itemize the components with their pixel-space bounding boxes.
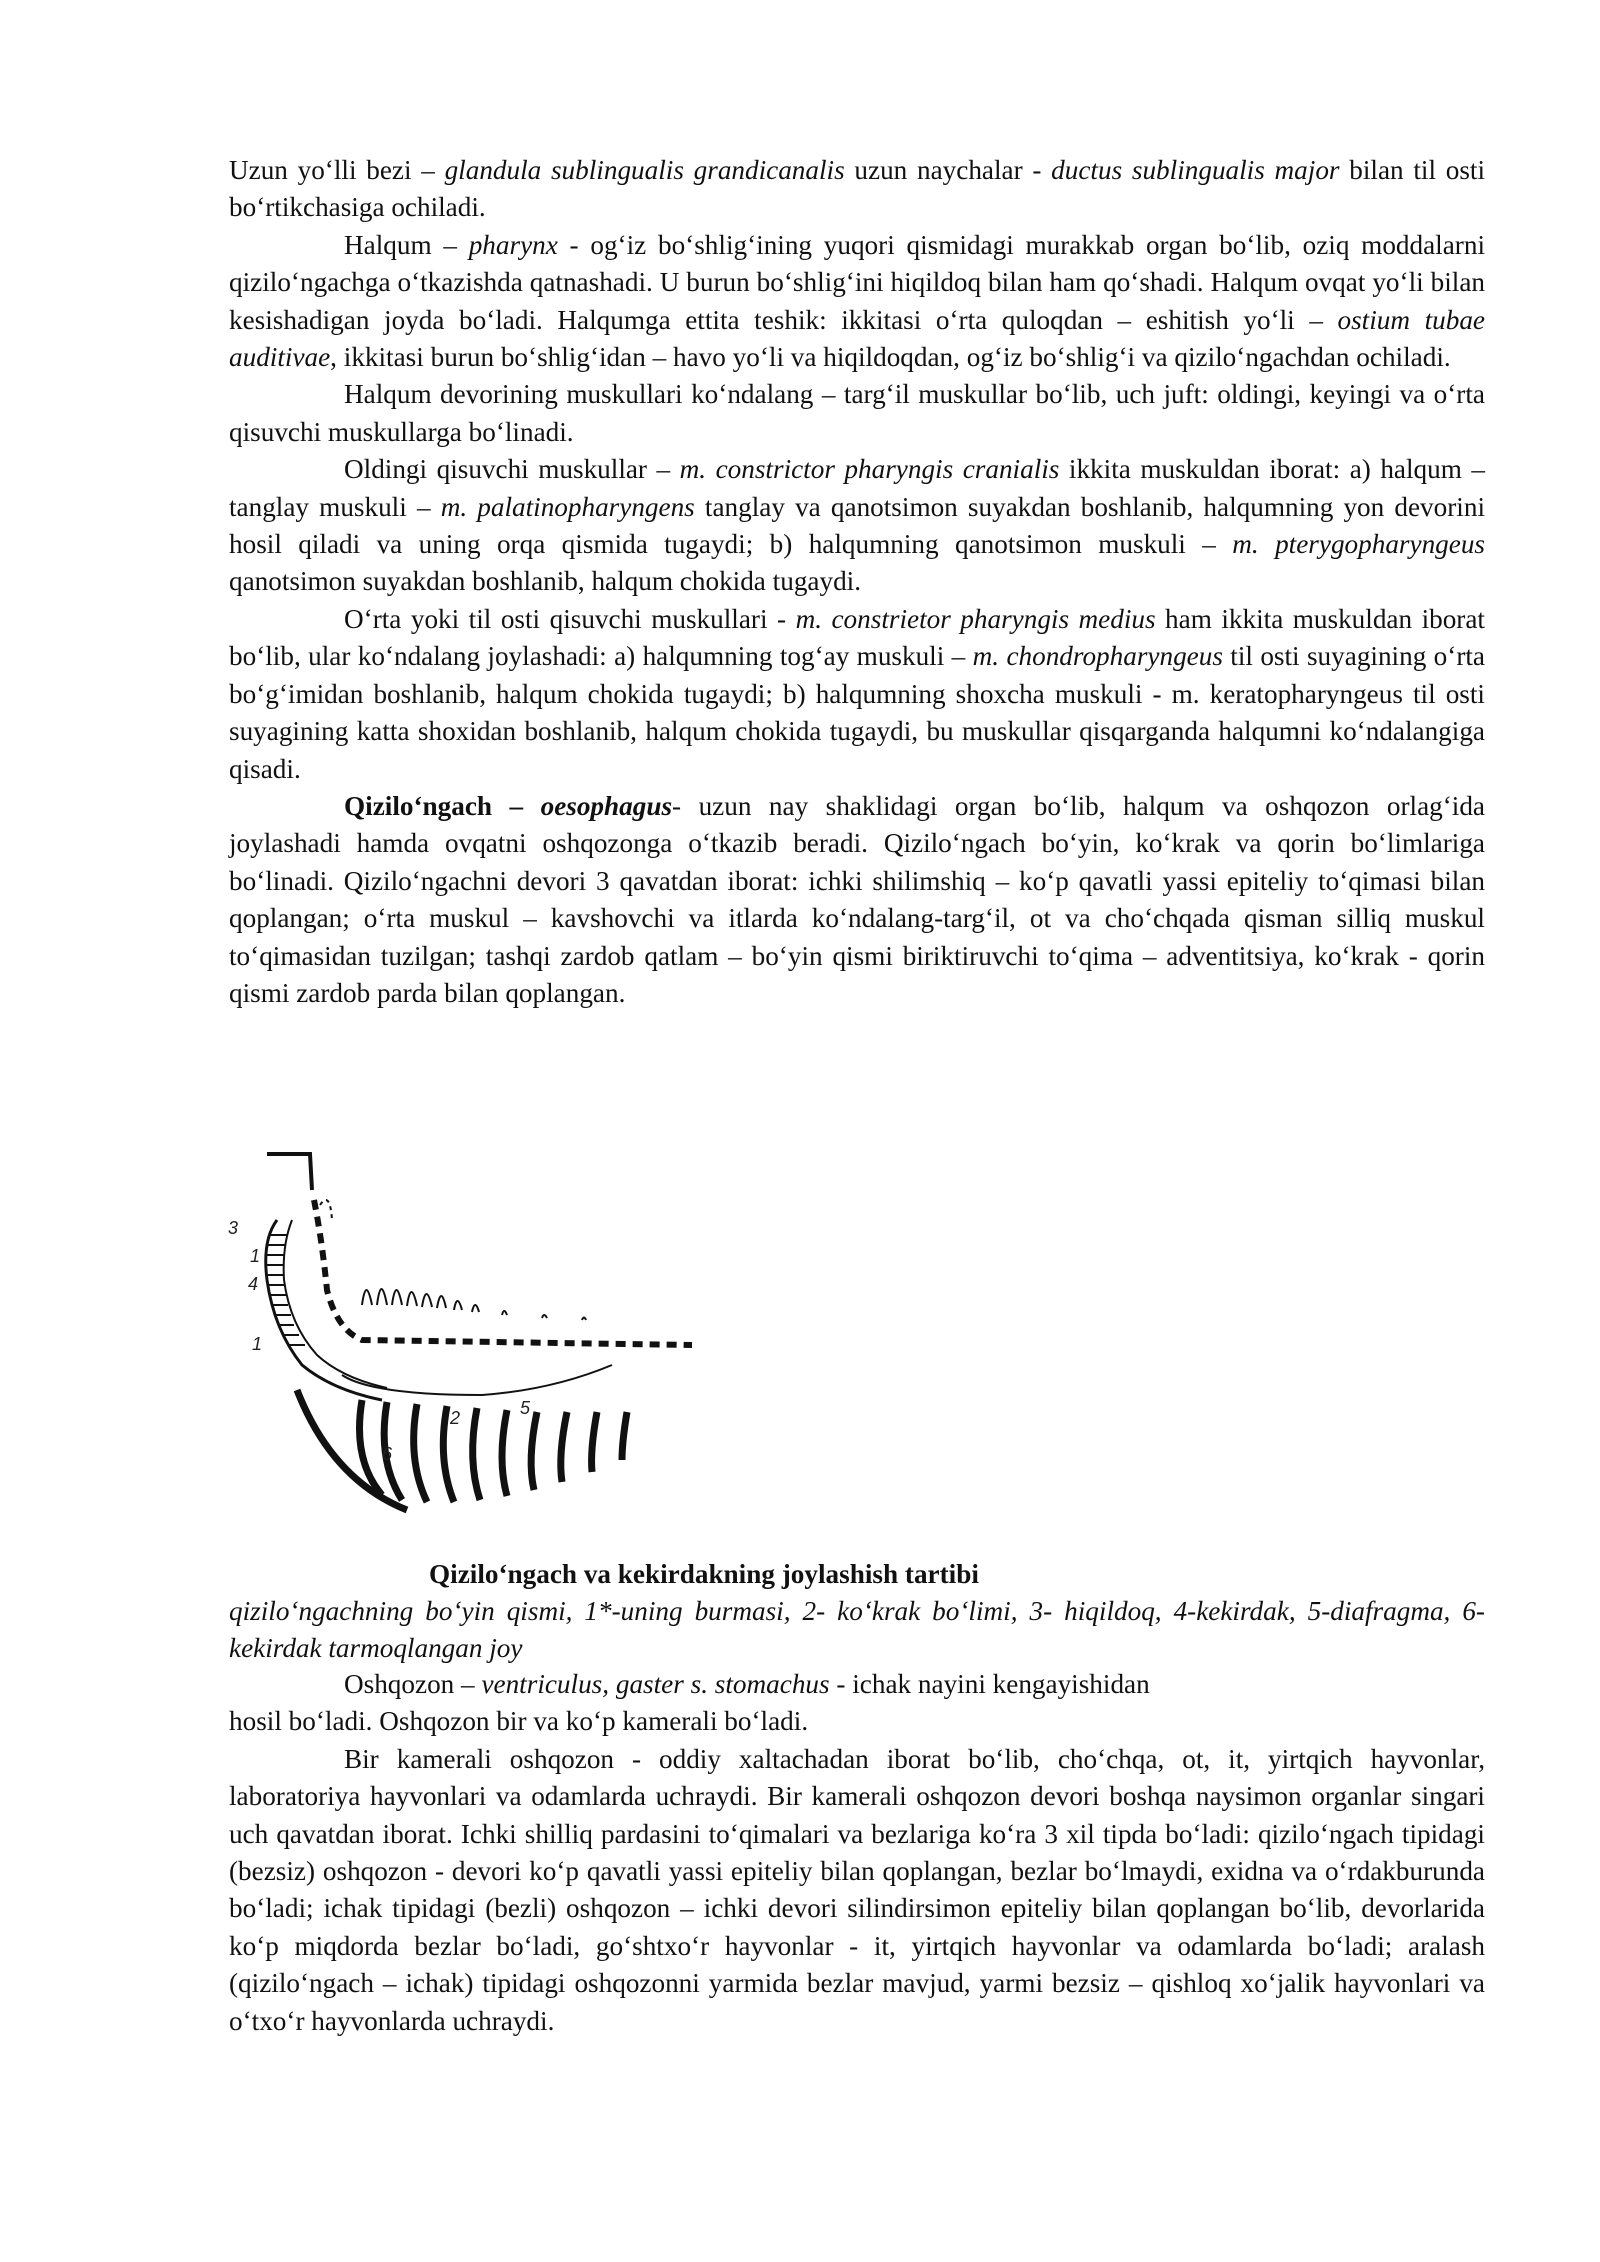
text-run: - og‘iz bo‘shlig‘ining yuqori qismidagi murakkab organ bo‘lib, oziq moddalarni qizilo‘ngachga o‘tkazishda qatnashadi. U burun bo‘shlig‘ini hiqildoq bilan ham qo‘shadi. Halqum ovqat yo‘li bilan kesishadigan joyda bo‘ladi. Halqumga ettita teshik: ikkitasi o‘rta quloqdan – eshitish yo‘li – xyxy=(229,229,1486,335)
latin-term: m. constrietor pharyngis medius xyxy=(795,603,1156,634)
diaphragm-line xyxy=(342,1365,612,1395)
text-run: - uzun nay shaklidagi organ bo‘lib, halqum va oshqozon orlag‘ida joylashadi hamda ovqatni oshqozonga o‘tkazib beradi. Qizilo‘ngach bo‘yin, ko‘krak va qorin bo‘limlariga bo‘linadi. Qizilo‘ngachni devori 3 qavatdan iborat: ichki shilimshiq – ko‘p qavatli yassi epiteliy to‘qimasi bilan qoplangan; o‘rta muskul – kavshovchi va itlarda ko‘ndalang-targ‘il, ot va cho‘chqada qisman silliq muskul to‘qimasidan tuzilgan; tashqi zardob qatlam – bo‘yin qismi biriktiruvchi to‘qima – adventitsiya, ko‘krak - qorin qismi zardob parda bilan qoplangan. xyxy=(229,790,1485,1008)
text-run: Oldingi qisuvchi muskullar – xyxy=(344,454,680,485)
figure-caption-title: Qizilo‘ngach va kekirdakning joylashish tartibi xyxy=(429,1559,979,1589)
neck-outline xyxy=(267,1154,312,1190)
paragraph-sublingual-gland xyxy=(229,152,1485,227)
text-run: til osti suyagining o‘rta bo‘g‘imidan boshlanib, halqum chokida tugaydi; b) halqumning shoxcha muskuli - m. keratopharyngeus til osti suyagining katta shoxidan boshlanib, halqum chokida tugaydi, bu muskullar qisqarganda halqumni ko‘ndalangiga qisadi. xyxy=(229,641,1485,784)
text-run: tanglay va qanotsimon suyakdan boshlanib, halqumning yon devorini hosil qiladi va uning orqa qismida tugaydi; b) halqumning qanotsimon muskuli – xyxy=(229,491,1485,560)
latin-term: m. constrictor pharyngis cranialis xyxy=(679,454,1060,485)
paragraph-pharynx-muscles xyxy=(229,376,1485,451)
latin-term: ventriculus, gaster s. stomachus xyxy=(481,1669,830,1699)
text-run: - ichak nayini kengayishidan xyxy=(829,1669,1150,1699)
text-run: Halqum devorining muskullari ko‘ndalang – targ‘il muskullar bo‘lib, uch juft: oldingi, keyingi va o‘rta qisuvchi muskullarga bo‘linadi. xyxy=(229,379,1485,447)
latin-term: m. palatinopharyngens xyxy=(440,491,695,522)
text-run: ikkita muskuldan iborat: a) halqum – tanglay muskuli – xyxy=(229,454,1485,522)
paragraph-stomach xyxy=(229,1666,1485,1703)
figure-label-2: 2 xyxy=(450,1408,461,1428)
ribs xyxy=(297,1390,627,1510)
paragraph-stomach-cont xyxy=(229,1703,1485,1740)
latin-term: glandula sublingualis grandicanalis xyxy=(444,155,845,185)
body-text-top xyxy=(229,152,1485,1012)
oesophagus-trachea-diagram xyxy=(222,1150,722,1530)
figure-label-3: 3 xyxy=(228,1218,239,1238)
paragraph-single-chamber-stomach xyxy=(229,1741,1485,2040)
figure-label-1: 1 xyxy=(250,1246,261,1266)
paragraph-oesophagus xyxy=(229,788,1485,1012)
text-run: Oshqozon – xyxy=(344,1669,482,1699)
term-heading: Qizilo‘ngach – xyxy=(344,790,541,821)
text-run: hosil bo‘ladi. Oshqozon bir va ko‘p kamerali bo‘ladi. xyxy=(229,1706,809,1737)
paragraph-pharynx xyxy=(229,227,1485,377)
latin-term: m. chondropharyngeus xyxy=(972,641,1223,672)
paragraph-middle-constrictor xyxy=(229,601,1485,788)
figure-label-1-fold: 1 xyxy=(252,1334,263,1354)
text-run: Halqum – xyxy=(344,229,469,260)
latin-term: m. pterygopharyngeus xyxy=(1232,529,1485,560)
paragraph-cranial-constrictor xyxy=(229,451,1485,601)
text-run: , ikkitasi burun bo‘shlig‘idan – havo yo‘li va hiqildoqdan, og‘iz bo‘shlig‘i va qizilo‘ngachdan ochiladi. xyxy=(330,342,1451,373)
figure-label-4: 4 xyxy=(248,1274,259,1294)
text-run: Bir kamerali oshqozon - oddiy xaltachadan iborat bo‘lib, cho‘chqa, ot, it, yirtqich hayvonlar, laboratoriya hayvonlari va odamlarda uchraydi. Bir kamerali oshqozon devori boshqa naysimon organlar singari uch qavatdan iborat. Ichki shilliq pardasini to‘qimalari va bezlariga ko‘ra 3 xil tipda bo‘ladi: qizilo‘ngach tipidagi (bezsiz) oshqozon - devori ko‘p qavatli yassi epiteliy bilan qoplangan, bezlar bo‘lmaydi, exidna va o‘rdakburunda bo‘ladi; ichak tipidagi (bezli) oshqozon – ichki devori silindirsimon epiteliy bilan qoplangan bo‘lib, devorlarida ko‘p miqdorda bezlar bo‘ladi, go‘shtxo‘r hayvonlar - it, yirtqich hayvonlar va odamlarda bo‘ladi; aralash (qizilo‘ngach – ichak) tipidagi oshqozonni yarmida bezlar mavjud, yarmi bezsiz – qishloq xo‘jalik hayvonlari va o‘txo‘r hayvonlarda uchraydi. xyxy=(229,1743,1485,2036)
figure-label-5: 5 xyxy=(520,1398,531,1418)
figure-caption-legend: qizilo‘ngachning bo‘yin qismi, 1*-uning burmasi, 2- ko‘krak bo‘limi, 3- hiqildoq, 4-kekirdak, 5-diafragma, 6-kekirdak tarmoqlangan joy xyxy=(229,1596,1485,1664)
larynx-outline xyxy=(320,1200,332,1220)
latin-term: pharynx xyxy=(468,229,558,260)
text-run: uzun naychalar - xyxy=(844,155,1052,185)
body-text-bottom xyxy=(229,1666,1485,2040)
latin-term: oesophagus xyxy=(540,790,673,821)
text-run: Uzun yo‘lli bezi – xyxy=(229,155,445,185)
text-run: ham ikkita muskuldan iborat bo‘lib, ular ko‘ndalang joylashadi: a) halqumning tog‘ay muskuli – xyxy=(229,603,1485,672)
trachea-outline xyxy=(266,1220,382,1400)
latin-term: ductus sublingualis major xyxy=(1051,155,1340,185)
latin-term: ostium tubae auditivae xyxy=(229,304,1485,373)
text-run: qanotsimon suyakdan boshlanib, halqum chokida tugaydi. xyxy=(229,566,862,597)
figure-label-6: 6 xyxy=(382,1444,393,1464)
oesophagus-dashed-line xyxy=(314,1200,692,1345)
text-run: O‘rta yoki til osti qisuvchi muskullari - xyxy=(344,603,796,634)
vertebral-processes xyxy=(362,1289,586,1320)
text-run: bilan til osti bo‘rtikchasiga ochiladi. xyxy=(229,155,1486,223)
